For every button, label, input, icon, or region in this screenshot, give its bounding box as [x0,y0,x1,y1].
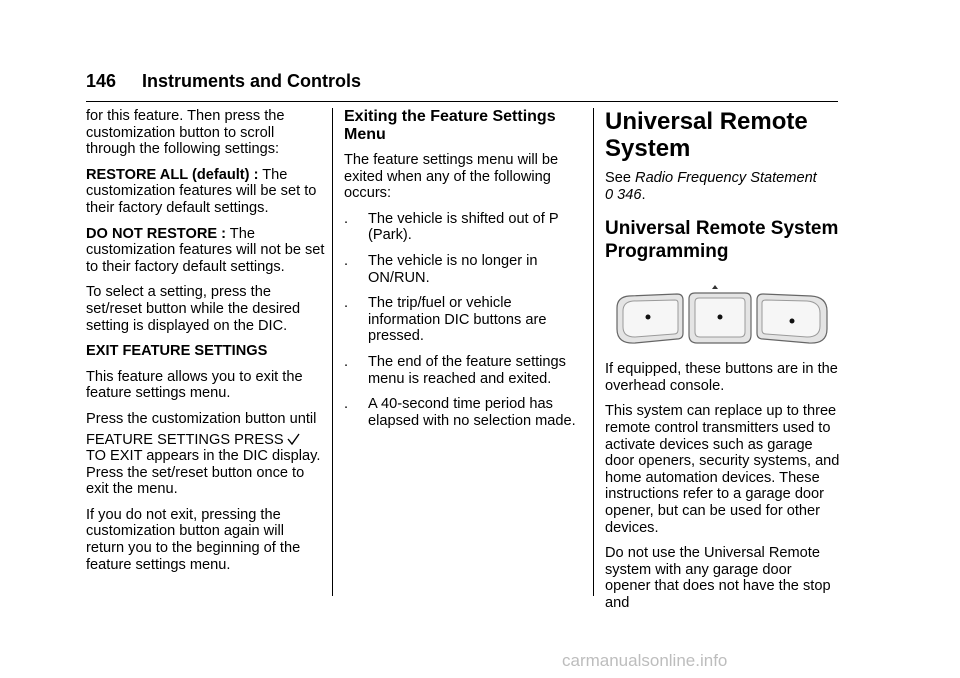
text-line: Press the customization button until [86,410,317,427]
paragraph [86,226,326,276]
column-right [605,108,840,621]
column-divider [593,108,594,596]
list-item [344,396,584,429]
column-divider [332,108,333,596]
list-item-text: A 40-second time period has elapsed with no selection made. [368,396,576,429]
setting-text: The customization features will not be set to their factory default settings. [86,225,325,275]
subsection-heading: Universal Remote System Programming [605,218,839,263]
paragraph [86,432,326,449]
subheading: EXIT FEATURE SETTINGS [86,343,268,360]
paragraph: If equipped, these buttons are in the overhead console. [605,361,838,394]
setting-text: The customization features will be set to their factory default settings. [86,166,317,216]
checkmark-icon [287,433,300,445]
page-header [86,71,838,102]
bullet-marker: . [344,252,349,269]
remote-button-2 [689,293,751,343]
bullet-marker: . [344,396,349,413]
setting-label: DO NOT RESTORE : [86,225,227,242]
paragraph: This system can replace up to three remote control transmitters used to activate devices such as garage door openers, security systems, and home automation devices. These instructions refer to a garage door opener, but can be used for other devices. [605,403,840,536]
bullet-marker: . [344,210,349,227]
list-item [344,295,584,345]
list-item-text: The end of the feature settings menu is reached and exited. [368,353,566,387]
see-prefix: See [605,170,636,186]
paragraph: To select a setting, press the set/reset button while the desired setting is displayed on the DIC. [86,284,301,334]
bullet-marker: . [344,295,349,312]
section-title: Instruments and Controls [142,71,362,91]
see-suffix: . [641,186,646,203]
remote-buttons-illustration [605,273,840,353]
reference-title: Radio Frequency Statement [635,170,817,186]
reference-page: 346 [613,186,642,203]
bullet-marker: . [344,353,349,370]
setting-label: RESTORE ALL (default) : [86,166,259,183]
list-item [344,211,584,244]
paragraph: TO EXIT appears in the DIC display. Press the set/reset button once to exit the menu. [86,448,321,498]
paragraph: Do not use the Universal Remote system with any garage door opener that does not have the stop and [605,545,831,611]
cross-reference [605,170,840,203]
paragraph [86,167,326,217]
list-item [344,253,584,286]
paragraph: If you do not exit, pressing the customization button again will return you to the beginning of the feature settings menu. [86,506,301,573]
paragraph: The feature settings menu will be exited when any of the following occurs: [344,152,559,202]
section-heading: Universal Remote System [605,108,808,162]
text-line: FEATURE SETTINGS PRESS [86,431,284,448]
paragraph: for this feature. Then press the customization button to scroll through the following settings: [86,108,285,158]
list-item [344,354,584,387]
paragraph: This feature allows you to exit the feature settings menu. [86,368,303,402]
list-item-text: The vehicle is no longer in ON/RUN. [368,252,538,286]
watermark: carmanualsonline.info [562,651,728,670]
column-left [86,108,326,582]
list-item-text: The trip/fuel or vehicle information DIC buttons are pressed. [368,295,547,345]
column-middle [344,108,584,438]
section-heading: Exiting the Feature Settings Menu [344,108,556,143]
list-item-text: The vehicle is shifted out of P (Park). [368,210,559,244]
page-ref-icon: 0 [605,186,614,203]
paragraph [86,411,326,428]
remote-button-3 [757,294,827,343]
page-number: 146 [86,71,117,91]
remote-button-1 [617,294,683,343]
